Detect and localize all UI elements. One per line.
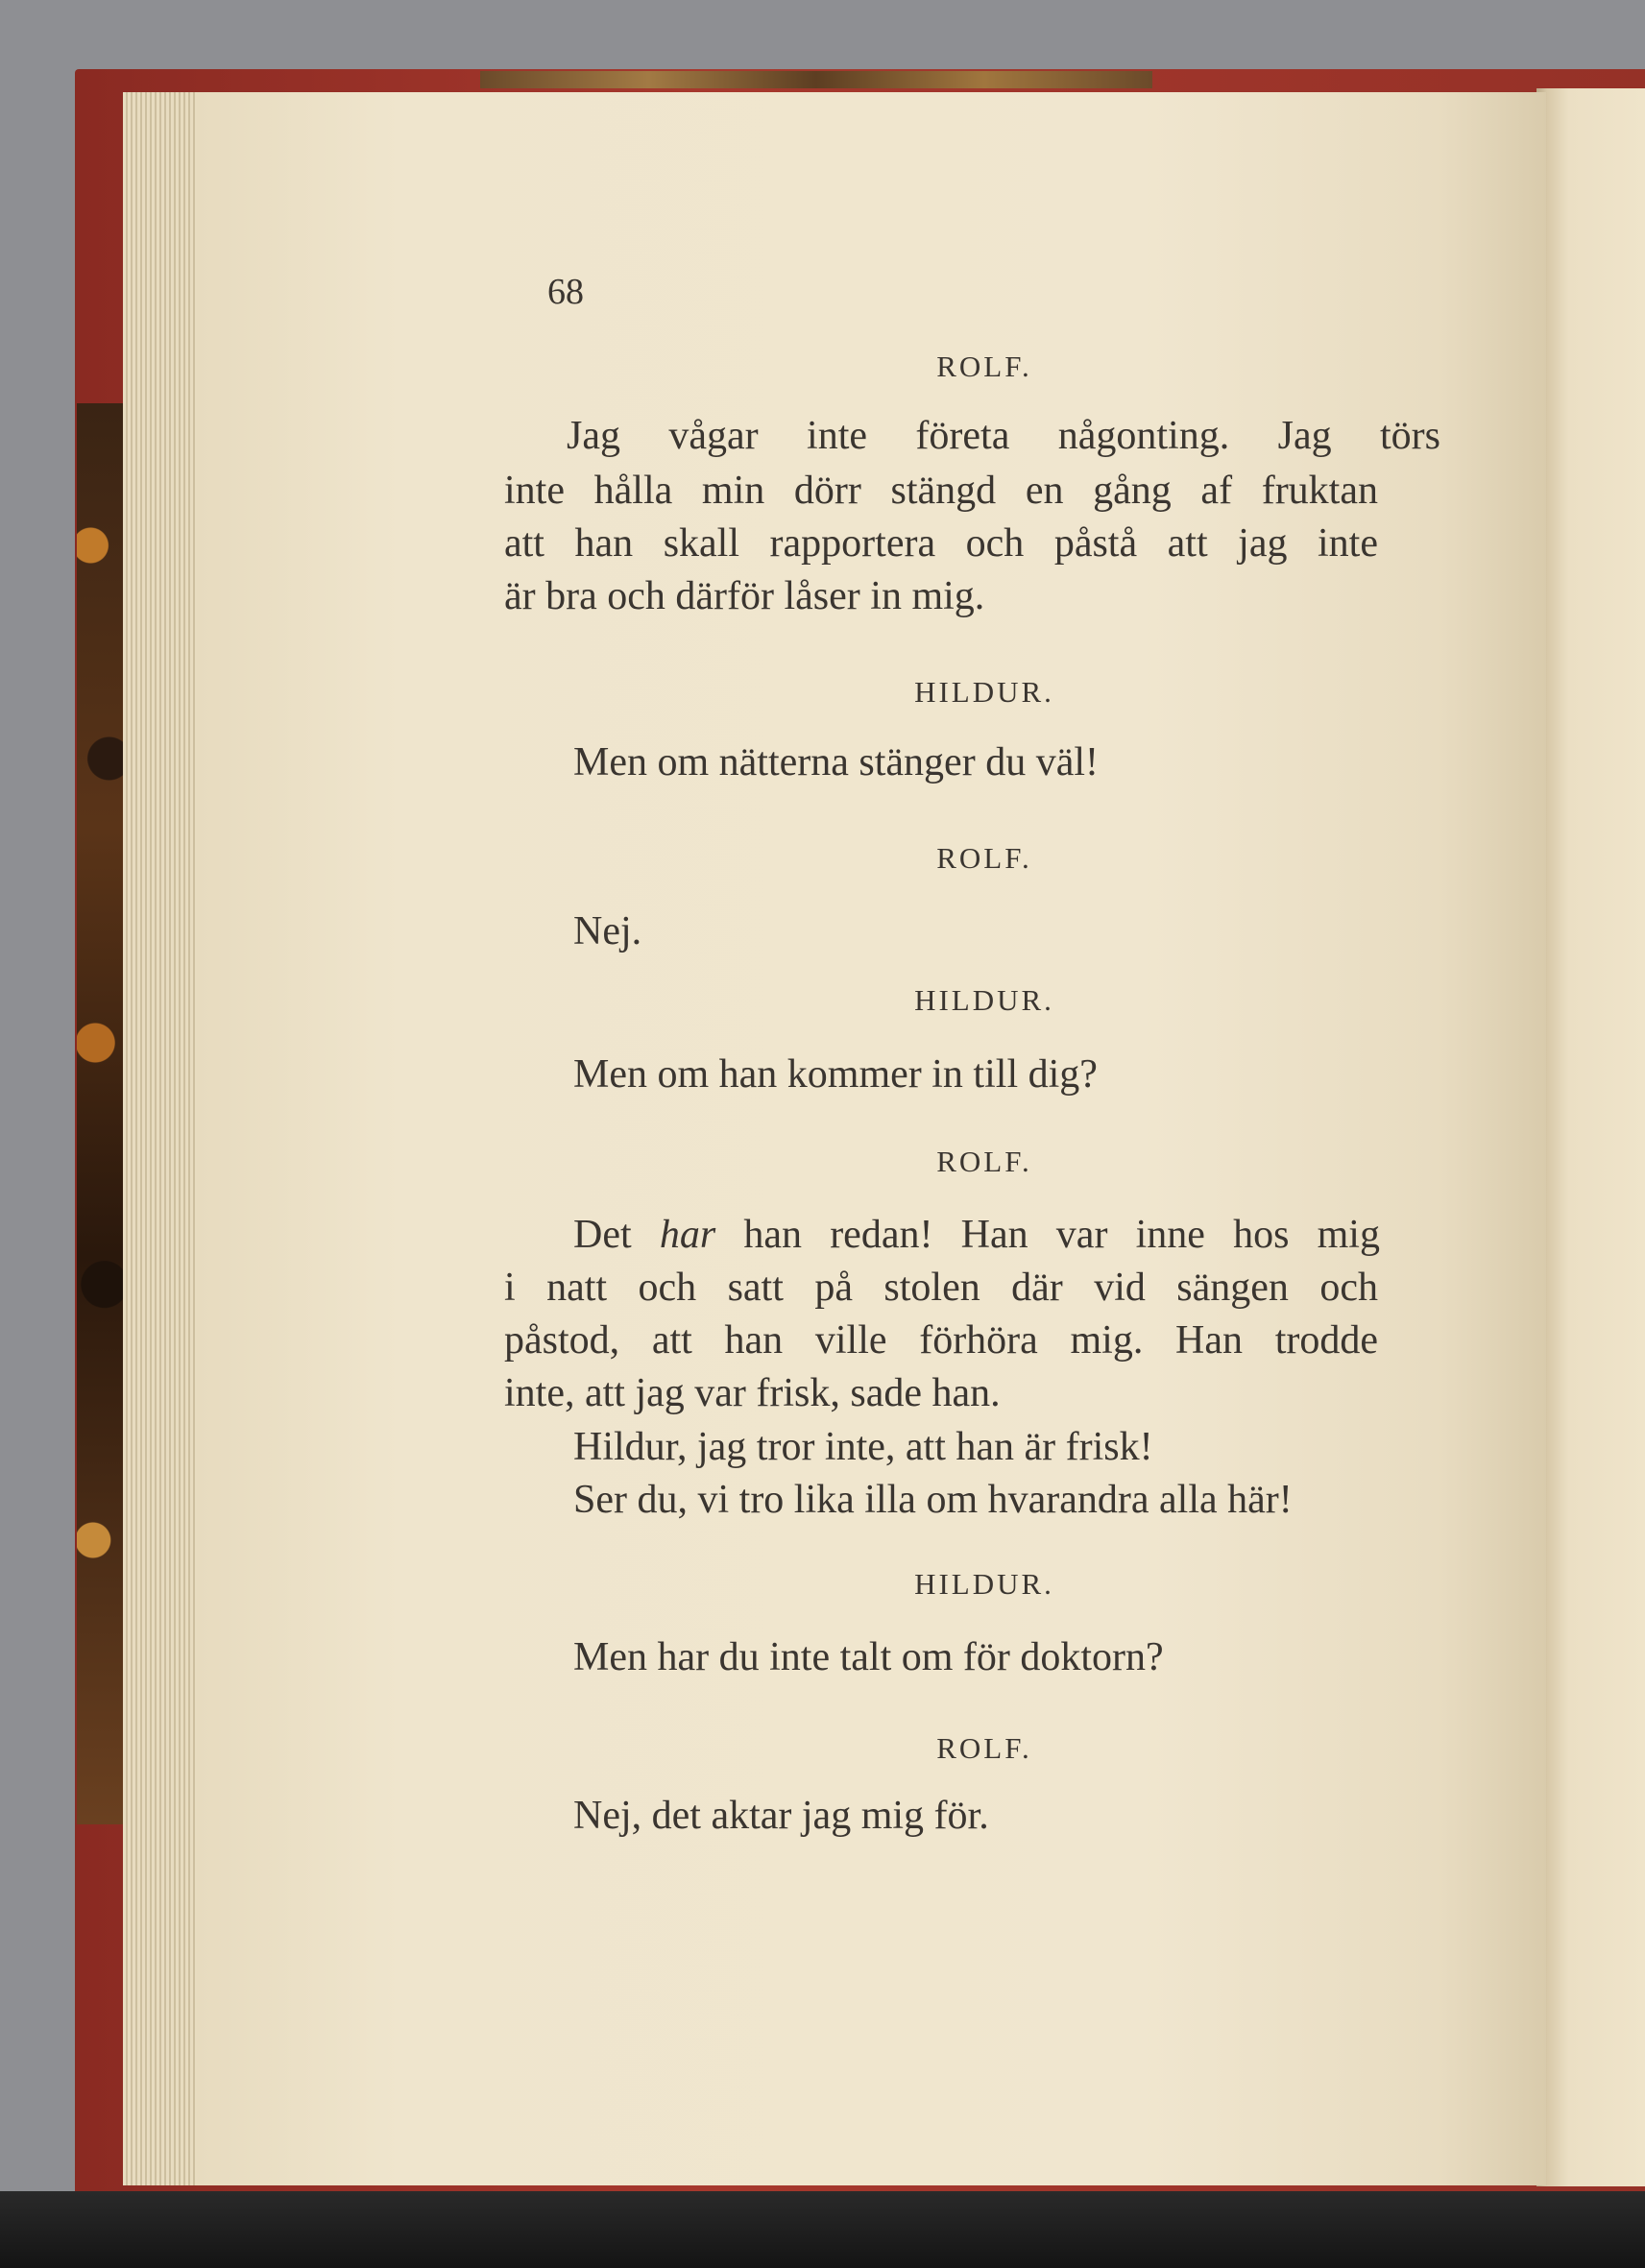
dialogue-line: inte hålla min dörr stängd en gång af fruktan <box>504 469 1378 513</box>
dialogue-line: påstod, att han ville förhöra mig. Han trodde <box>504 1318 1378 1363</box>
dialogue-line: Nej. <box>573 909 642 953</box>
speaker-label: HILDUR. <box>914 983 1054 1017</box>
speaker-label: ROLF. <box>936 1145 1032 1178</box>
dialogue-line: Men om nätterna stänger du väl! <box>573 740 1099 784</box>
dialogue-line: Men har du inte talt om för doktorn? <box>573 1635 1164 1679</box>
speaker-label: HILDUR. <box>914 675 1054 709</box>
dialogue-line: Ser du, vi tro lika illa om hvarandra alla här! <box>573 1478 1293 1522</box>
emphasized-word: har <box>659 1213 716 1257</box>
dialogue-line: Men om han kommer in till dig? <box>573 1052 1098 1097</box>
dialogue-line: är bra och därför låser in mig. <box>504 574 985 618</box>
speaker-label: HILDUR. <box>914 1567 1054 1601</box>
dialogue-line: Jag vågar inte företa någonting. Jag törs <box>567 414 1440 458</box>
speaker-label: ROLF. <box>936 1731 1032 1765</box>
dialogue-line <box>573 1212 1380 1258</box>
dialogue-line: Nej, det aktar jag mig för. <box>573 1794 989 1838</box>
dialogue-line: att han skall rapportera och påstå att jag inte <box>504 521 1378 566</box>
page-number: 68 <box>547 272 584 312</box>
dialogue-line: Hildur, jag tror inte, att han är frisk! <box>573 1425 1153 1469</box>
dialogue-line-pre: Det <box>573 1213 660 1257</box>
dialogue-line-post: han redan! Han var inne hos mig <box>715 1213 1380 1257</box>
speaker-label: ROLF. <box>936 841 1032 875</box>
speaker-label: ROLF. <box>936 350 1032 383</box>
dialogue-line: inte, att jag var frisk, sade han. <box>504 1371 1001 1415</box>
dialogue-line: i natt och satt på stolen där vid sängen och <box>504 1266 1378 1310</box>
